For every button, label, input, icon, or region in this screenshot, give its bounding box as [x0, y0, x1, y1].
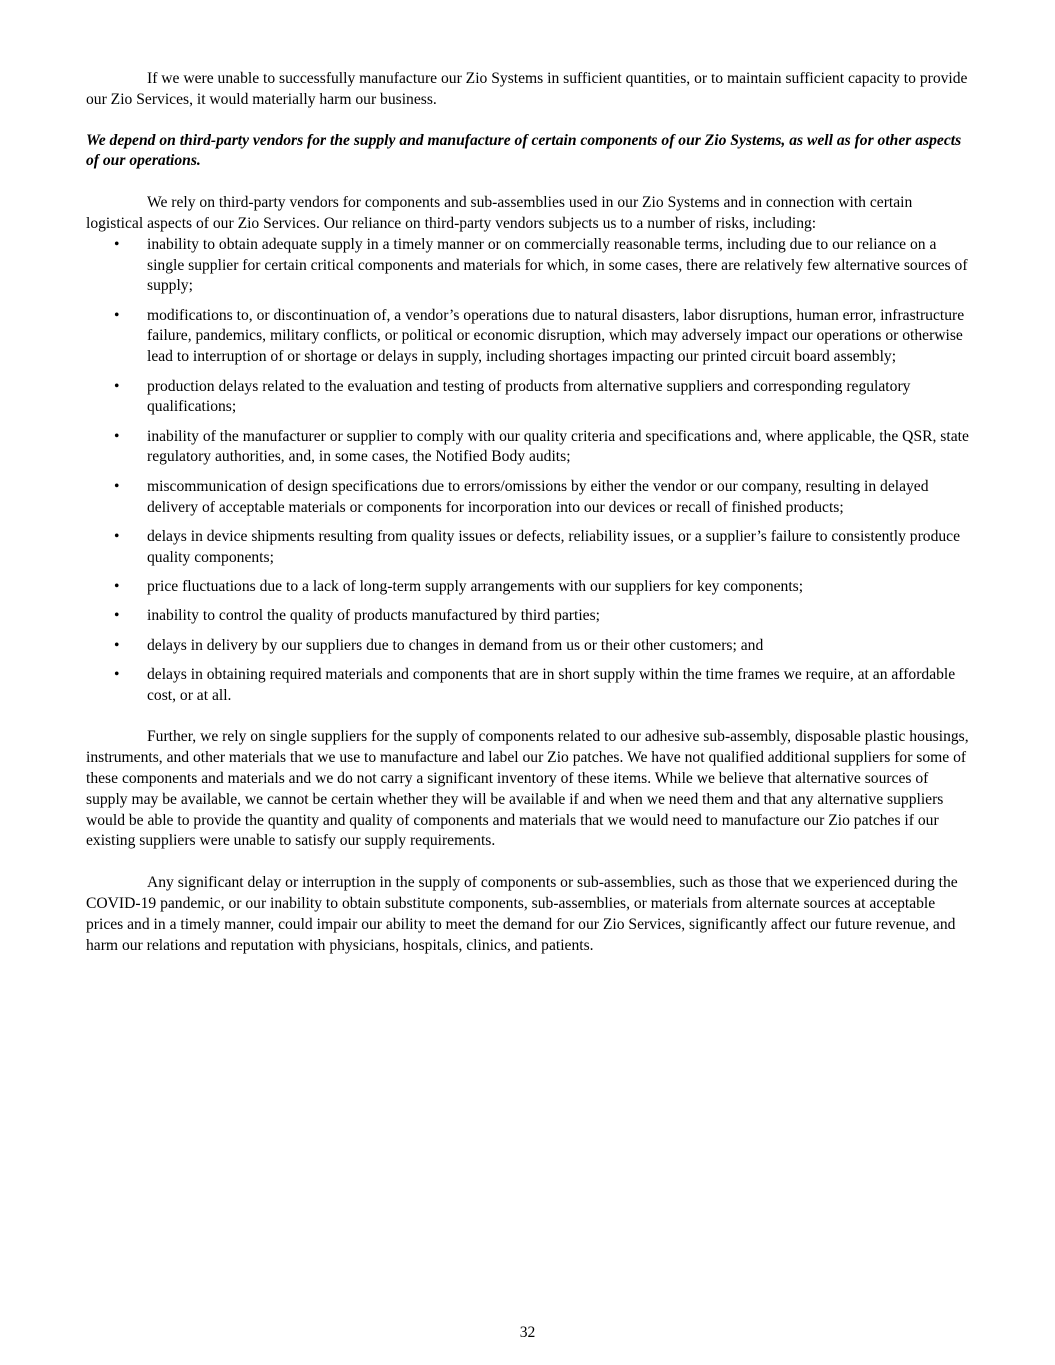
bullet-icon: •: [114, 636, 120, 654]
list-item: [86, 577, 970, 598]
risk-list: [86, 235, 970, 707]
list-item: [86, 636, 970, 657]
list-item: [86, 527, 970, 569]
list-item: [86, 377, 970, 419]
list-item-text: inability to control the quality of products manufactured by third parties;: [147, 607, 600, 625]
bullet-icon: •: [114, 577, 120, 595]
list-item-text: delays in obtaining required materials and components that are in short supply within the time frames we require, at an affordable cost, or at all.: [147, 665, 956, 704]
bullet-icon: •: [114, 235, 120, 253]
list-item-text: miscommunication of design specifications due to errors/omissions by either the vendor or our company, resulting in delayed delivery of acceptable materials or components for incorporation into our devices or recall of finished products;: [147, 477, 929, 516]
list-item-text: delays in delivery by our suppliers due to changes in demand from us or their other customers; and: [147, 636, 764, 654]
list-item-text: delays in device shipments resulting from quality issues or defects, reliability issues, or a supplier’s failure to consistently produce quality components;: [147, 527, 961, 566]
intro-paragraph: If we were unable to successfully manufacture our Zio Systems in sufficient quantities, or to maintain sufficient capacity to provide our Zio Services, it would materially harm our business.: [86, 70, 968, 108]
document-body: [86, 69, 970, 956]
section-heading: We depend on third-party vendors for the supply and manufacture of certain components of our Zio Systems, as well as for other aspects of our operations.: [86, 131, 962, 170]
supply-interruption-paragraph: Any significant delay or interruption in the supply of components or sub-assemblies, such as those that we experienced during the COVID-19 pandemic, or our inability to obtain substitute components, sub-assemblies, or materials from alternate sources at acceptable prices and in a timely manner, could impair our ability to meet the demand for our Zio Services, significantly affect our future revenue, and harm our relations and reputation with physicians, hospitals, clinics, and patients.: [86, 874, 958, 954]
bullet-icon: •: [114, 477, 120, 495]
bullet-icon: •: [114, 665, 120, 683]
list-item-text: modifications to, or discontinuation of, a vendor’s operations due to natural disasters, labor disruptions, human error, infrastructure failure, pandemics, military conflicts, or political or economic disruption, which may adversely impact our operations or otherwise lead to interruption of or shortage or delays in supply, including shortages impacting our printed circuit board assembly;: [147, 306, 965, 366]
list-item: [86, 427, 970, 469]
bullet-icon: •: [114, 427, 120, 445]
single-supplier-paragraph: Further, we rely on single suppliers for the supply of components related to our adhesive sub-assembly, disposable plastic housings, instruments, and other materials that we use to manufacture and label our Zio patches. We have not qualified additional suppliers for some of these components and materials and we do not carry a significant inventory of these items. While we believe that alternative sources of supply may be available, we cannot be certain whether they will be available if and when we need them and that any alternative suppliers would be able to provide the quantity and quality of components and materials that we would need to manufacture our Zio patches if our existing suppliers were unable to satisfy our supply requirements.: [86, 728, 969, 850]
bullet-icon: •: [114, 607, 120, 625]
vendor-reliance-paragraph: We rely on third-party vendors for components and sub-assemblies used in our Zio Systems and in connection with certain logistical aspects of our Zio Services. Our reliance on third-party vendors subjects us to a number of risks, including:: [86, 194, 913, 232]
list-item: [86, 235, 970, 297]
list-item-text: inability of the manufacturer or supplier to comply with our quality criteria and specifications and, where applicable, the QSR, state regulatory authorities, and, in some cases, the Notified Body audits;: [147, 427, 969, 466]
list-item: [86, 477, 970, 519]
list-item: [86, 606, 970, 627]
list-item-text: price fluctuations due to a lack of long-term supply arrangements with our suppliers for key components;: [147, 577, 804, 595]
list-item-text: inability to obtain adequate supply in a timely manner or on commercially reasonable terms, including due to our reliance on a single supplier for certain critical components and materials for which, in some cases, there are relatively few alternative sources of supply;: [147, 235, 968, 295]
list-item: [86, 665, 970, 707]
bullet-icon: •: [114, 527, 120, 545]
list-item: [86, 306, 970, 368]
bullet-icon: •: [114, 377, 120, 395]
list-item-text: production delays related to the evaluation and testing of products from alternative suppliers and corresponding regulatory qualifications;: [147, 377, 911, 416]
page-number: 32: [519, 1324, 536, 1341]
bullet-icon: •: [114, 306, 120, 324]
